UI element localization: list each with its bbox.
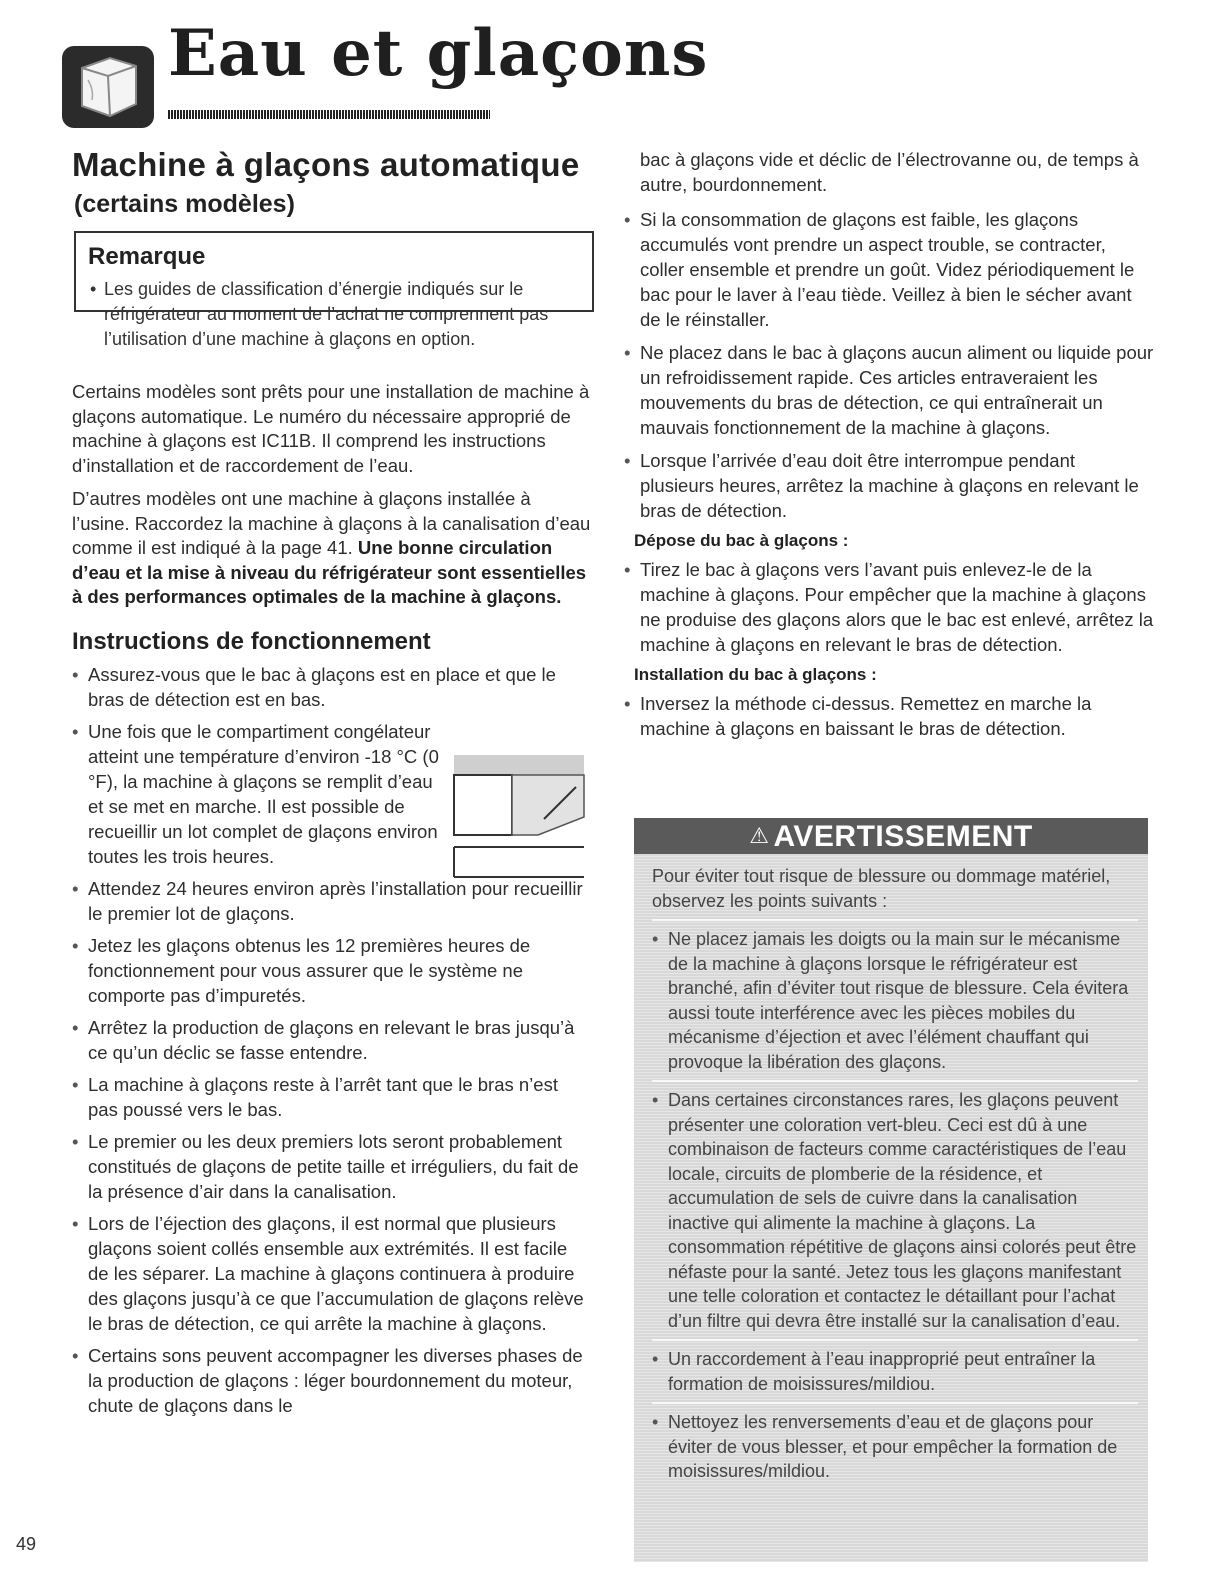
intro-paragraph-2 (72, 487, 592, 610)
list-item: • La machine à glaçons reste à l’arrêt tant que le bras n’est pas poussé vers le bas. (72, 1072, 592, 1122)
title-underline (168, 110, 490, 119)
page-number: 49 (16, 1534, 37, 1554)
left-column (72, 380, 592, 1418)
warning-item: • Un raccordement à l’eau inapproprié peut entraîner la formation de moisissures/mildiou. (652, 1347, 1138, 1396)
warning-list (652, 1088, 1138, 1333)
warning-list (652, 1410, 1138, 1484)
section-title: Machine à glaçons automatique (72, 146, 580, 183)
list-item: • Jetez les glaçons obtenus les 12 premières heures de fonctionnement pour vous assurer que le système ne comporte pas d’impuretés. (72, 933, 592, 1008)
list-item: • Assurez-vous que le bac à glaçons est en place et que le bras de détection est en bas. (72, 662, 592, 712)
ice-cube-icon (62, 46, 154, 128)
removal-title: Dépose du bac à glaçons : (634, 531, 849, 550)
list-item: • Si la consommation de glaçons est faible, les glaçons accumulés vont prendre un aspect trouble, se contracter, coller ensemble et prendre un goût. Videz périodiquement le bac pour le laver à l’eau tiède. Veillez à bien le sécher avant de le réinstaller. (624, 207, 1154, 332)
intro-paragraph-1: Certains modèles sont prêts pour une installation de machine à glaçons automatique. Le numéro du nécessaire approprié de machine à glaçons est IC11B. Il comprend les instructions d’installation et de raccordement de l’eau. (72, 381, 590, 476)
list-item: • Certains sons peuvent accompagner les diverses phases de la production de glaçons : léger bourdonnement du moteur, chute de glaçons dans le (72, 1343, 592, 1418)
warning-list (652, 927, 1138, 1074)
warning-triangle-icon: ⚠ (749, 823, 770, 848)
warning-item: • Dans certaines circonstances rares, les glaçons peuvent présenter une coloration vert-bleu. Ceci est dû à une combinaison de facteurs comme caractéristiques de l’eau locale, circuits de plomberie de la résidence, et accumulation de sels de cuivre dans la canalisation inactive qui alimente la machine à glaçons. La consommation répétitive de glaçons ainsi colorés peut être néfaste pour la santé. Jetez tous les glaçons manifestant une telle coloration et contactez le détaillant pour l’achat d’un filtre qui devra être installé sur la canalisation d’eau. (652, 1088, 1138, 1333)
divider (652, 1339, 1138, 1341)
list-item-text: Une fois que le compartiment congélateur atteint une température d’environ -18 °C (0 °F), la machine à glaçons se remplit d’eau et se met en marche. Il est possible de recueillir un lot complet de glaçons environ toutes les trois heures. (88, 720, 439, 867)
instructions-list (72, 662, 592, 1418)
warning-list (652, 1347, 1138, 1396)
section-subtitle: (certains modèles) (74, 190, 295, 218)
removal-list (624, 557, 1154, 657)
list-item: • Tirez le bac à glaçons vers l’avant puis enlevez-le de la machine à glaçons. Pour empêcher que la machine à glaçons ne produise des glaçons alors que le bac est enlevé, arrêtez la machine à glaçons en relevant le bras de détection. (624, 557, 1154, 657)
ice-maker-illustration (448, 747, 592, 883)
instructions-title: Instructions de fonctionnement (72, 627, 431, 655)
remark-text: • Les guides de classification d’énergie indiqués sur le réfrigérateur au moment de l’achat ne comprennent pas l’utilisation d’une machine à glaçons en option. (104, 277, 592, 352)
warning-intro: Pour éviter tout risque de blessure ou dommage matériel, observez les points suivants : (652, 866, 1111, 911)
divider (652, 1080, 1138, 1082)
list-item: • Le premier ou les deux premiers lots seront probablement constitués de glaçons de petite taille et irréguliers, du fait de la présence d’air dans la canalisation. (72, 1129, 592, 1204)
warning-item: • Nettoyez les renversements d’eau et de glaçons pour éviter de vous blesser, et pour empêcher la formation de moisissures/mildiou. (652, 1410, 1138, 1484)
list-item: • Inversez la méthode ci-dessus. Remettez en marche la machine à glaçons en baissant le bras de détection. (624, 691, 1154, 741)
warning-item: • Ne placez jamais les doigts ou la main sur le mécanisme de la machine à glaçons lorsque le réfrigérateur est branché, afin d’éviter tout risque de blessure. Cela évitera aussi toute interférence avec les pièces mobiles du mécanisme d’éjection et avec l’élément chauffant qui provoque la libération des glaçons. (652, 927, 1138, 1074)
divider (652, 919, 1138, 921)
continuation-text: bac à glaçons vide et déclic de l’électrovanne ou, de temps à autre, bourdonnement. (640, 149, 1139, 195)
right-list (624, 207, 1154, 523)
list-item: • Lorsque l’arrivée d’eau doit être interrompue pendant plusieurs heures, arrêtez la machine à glaçons en relevant le bras de détection. (624, 448, 1154, 523)
remark-box (74, 231, 594, 349)
list-item (72, 719, 592, 869)
page-title: Eau et glaçons (168, 16, 709, 91)
intro-paragraph-2-bold: Une bonne circulation d’eau et la mise à niveau du réfrigérateur sont essentielles à des performances optimales de la machine à glaçons. (72, 537, 587, 607)
list-item: • Lors de l’éjection des glaçons, il est normal que plusieurs glaçons soient collés ensemble aux extrémités. Il est facile de les séparer. La machine à glaçons continuera à produire des glaçons jusqu’à ce que l’accumulation de glaçons relève le bras de détection, ce qui arrête la machine à glaçons. (72, 1211, 592, 1336)
divider (652, 1402, 1138, 1404)
install-list (624, 691, 1154, 741)
intro-paragraph-2-text: D’autres modèles ont une machine à glaçons installée à l’usine. Raccordez la machine à glaçons à la canalisation d’eau comme il est indiqué à la page 41. (72, 488, 591, 558)
warning-title: AVERTISSEMENT (773, 820, 1033, 853)
install-title: Installation du bac à glaçons : (634, 665, 877, 684)
list-item: • Attendez 24 heures environ après l’installation pour recueillir le premier lot de glaçons. (72, 876, 592, 926)
warning-body (652, 864, 1138, 1484)
warning-box (634, 818, 1148, 1562)
right-column (624, 148, 1154, 741)
remark-title: Remarque (88, 243, 206, 270)
warning-header (634, 818, 1148, 854)
list-item: • Arrêtez la production de glaçons en relevant le bras jusqu’à ce qu’un déclic se fasse entendre. (72, 1015, 592, 1065)
list-item: • Ne placez dans le bac à glaçons aucun aliment ou liquide pour un refroidissement rapide. Ces articles entraveraient les mouvements du bras de détection, ce qui entraînerait un mauvais fonctionnement de la machine à glaçons. (624, 340, 1154, 440)
